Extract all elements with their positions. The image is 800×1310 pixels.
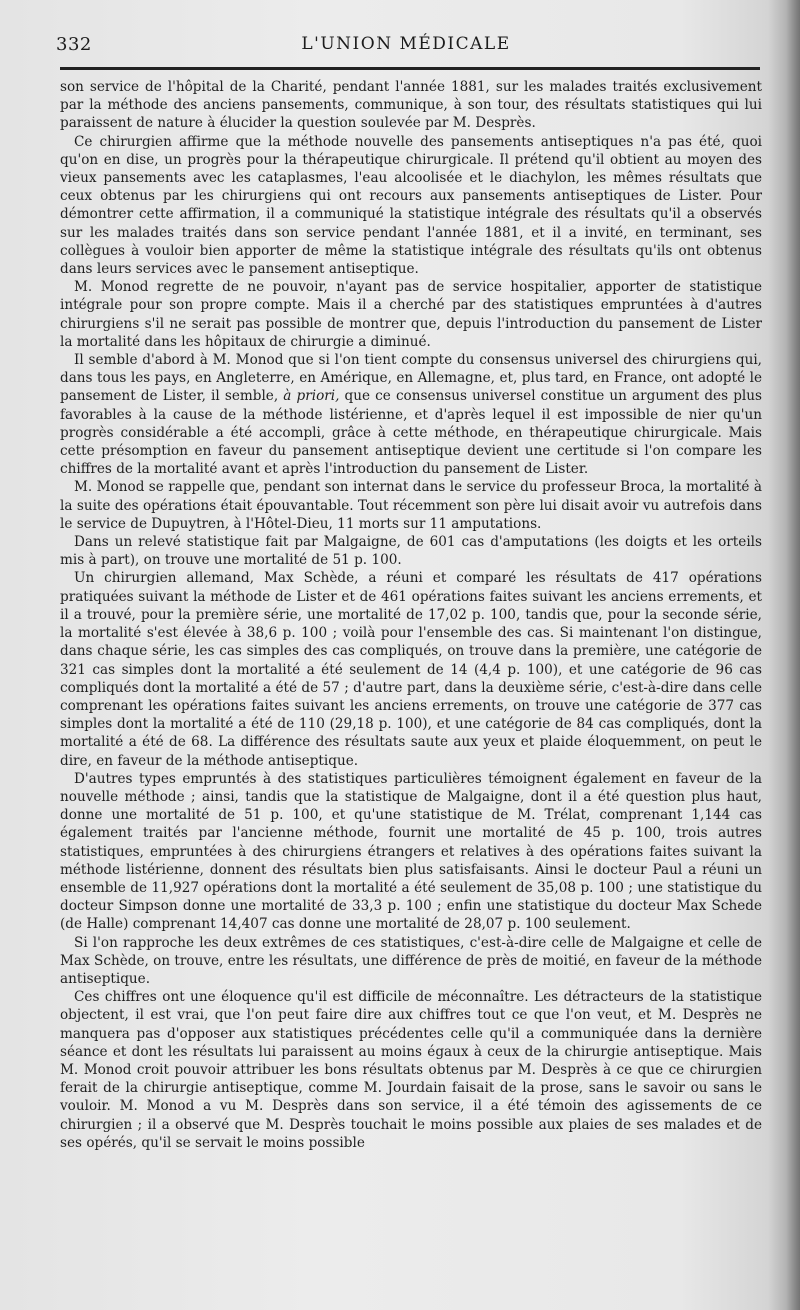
page-header — [50, 32, 762, 60]
paragraph: M. Monod regrette de ne pouvoir, n'ayant pas de service hospitalier, apporter de statistique intégrale pour son propre compte. Mais il a cherché par des statistiques empruntées à d'autres chirurgiens s'il ne serait pas possible de montrer que, depuis l'introduction du pansement de Lister la mortalité dans les hôpitaux de chirurgie a diminué. — [60, 279, 762, 350]
paragraph-text: Il semble d'abord à M. Monod que si l'on tient compte du consensus universel des chirurgiens qui, dans tous les pays, en Angleterre, en Amérique, en Allemagne, et, plus tard, en France, ont adopté le pansement de Lister, il semble, — [60, 352, 762, 405]
page-number: 332 — [56, 34, 92, 55]
page-edge-shadow — [786, 0, 800, 1310]
paragraph: son service de l'hôpital de la Charité, pendant l'année 1881, sur les malades traités exclusivement par la méthode des anciens pansements, communique, à son tour, des résultats statistiques qui lui paraissent de nature à élucider la question soulevée par M. Desprès. — [60, 79, 762, 132]
paragraph-text: que ce consensus universel constitue un argument des plus favorables à la cause de la méthode listérienne, et d'après lequel il est impossible de nier qu'un progrès considérable a été accompli, grâce à cette méthode, en thérapeutique chirurgicale. Mais cette présomption en faveur du pansement antiseptique devient une certitude si l'on compare les chiffres de la mortalité avant et après l'introduction du pansement de Lister. — [60, 388, 762, 478]
paragraph: M. Monod se rappelle que, pendant son internat dans le service du professeur Broca, la mortalité à la suite des opérations était épouvantable. Tout récemment son père lui disait avoir vu autrefois dans le service de Dupuytren, à l'Hôtel-Dieu, 11 morts sur 11 amputations. — [60, 479, 762, 532]
running-title: L'UNION MÉDICALE — [301, 34, 511, 54]
paragraph: Dans un relevé statistique fait par Malgaigne, de 601 cas d'amputations (les doigts et les orteils mis à part), on trouve une mortalité de 51 p. 100. — [60, 534, 762, 569]
paragraph: Un chirurgien allemand, Max Schède, a réuni et comparé les résultats de 417 opérations pratiquées suivant la méthode de Lister et de 461 opérations faites suivant les anciens errements, et il a trouvé, pour la première série, une mortalité de 17,02 p. 100, tandis que, pour la seconde série, la mortalité s'est élevée à 38,6 p. 100 ; voilà pour l'ensemble des cas. Si maintenant l'on distingue, dans chaque série, les cas simples des cas compliqués, on trouve dans la première, une catégorie de 321 cas simples dont la mortalité a été seulement de 14 (4,4 p. 100), et une catégorie de 96 cas compliqués dont la mortalité a été de 57 ; d'autre part, dans la deuxième série, c'est-à-dire dans celle comprenant les opérations faites suivant les anciens errements, on trouve une catégorie de 377 cas simples dont la mortalité a été de 110 (29,18 p. 100), et une catégorie de 84 cas compliqués, dont la mortalité a été de 68. La différence des résultats saute aux yeux et plaide éloquemment, on peut le dire, en faveur de la méthode antiseptique. — [60, 570, 762, 769]
paragraph: Ces chiffres ont une éloquence qu'il est difficile de méconnaître. Les détracteurs de la statistique objectent, il est vrai, que l'on peut faire dire aux chiffres tout ce que l'on veut, et M. Desprès ne manquera pas d'opposer aux statistiques précédentes celle qu'il a communiquée dans la dernière séance et dont les résultats lui paraissent au moins égaux à ceux de la chirurgie antiseptique. Mais M. Monod croit pouvoir attribuer les bons résultats obtenus par M. Desprès à ce que ce chirurgien ferait de la chirurgie antiseptique, comme M. Jourdain faisait de la prose, sans le savoir ou sans le vouloir. M. Monod a vu M. Desprès dans son service, il a été témoin des agissements de ce chirurgien ; il a observé que M. Desprès touchait le moins possible aux plaies de ses malades et de ses opérés, qu'il se servait le moins possible — [60, 989, 762, 1151]
paragraph — [60, 351, 762, 478]
paragraph: Ce chirurgien affirme que la méthode nouvelle des pansements antiseptiques n'a pas été, quoi qu'on en dise, un progrès pour la thérapeutique chirurgicale. Il prétend qu'il obtient au moyen des vieux pansements avec les cataplasmes, l'eau alcoolisée et le diachylon, les mêmes résultats que ceux obtenus par les chirurgiens qui ont recours aux pansements antiseptiques de Lister. Pour démontrer cette affirmation, il a communiqué la statistique intégrale des résultats qu'il a observés sur les malades traités dans son service pendant l'année 1881, et il a invité, en terminant, ses collègues à vouloir bien apporter de même la statistique intégrale des résultats qu'ils ont obtenus dans leurs services avec le pansement antiseptique. — [60, 133, 762, 278]
paragraph: Si l'on rapproche les deux extrêmes de ces statistiques, c'est-à-dire celle de Malgaigne et celle de Max Schède, on trouve, entre les résultats, une différence de près de moitié, en faveur de la méthode antiseptique. — [60, 934, 762, 987]
italic-phrase: à priori, — [283, 388, 340, 405]
header-rule — [60, 67, 760, 70]
article-body — [60, 78, 762, 1152]
paragraph: D'autres types empruntés à des statistiques particulières témoignent également en faveur de la nouvelle méthode ; ainsi, tandis que la statistique de Malgaigne, dont il a été question plus haut, donne une mortalité de 51 p. 100, et qu'une statistique de M. Trélat, comprenant 1,144 cas également traités par l'ancienne méthode, fournit une mortalité de 45 p. 100, trois autres statistiques, empruntées à des chirurgiens étrangers et relatives à des opérations faites suivant la méthode listérienne, donnent des résultats bien plus satisfaisants. Ainsi le docteur Paul a réuni un ensemble de 11,927 opérations dont la mortalité a été seulement de 35,08 p. 100 ; une statistique du docteur Simpson donne une mortalité de 33,3 p. 100 ; enfin une statistique du docteur Max Schede (de Halle) comprenant 14,407 cas donne une mortalité de 28,07 p. 100 seulement. — [60, 770, 762, 933]
